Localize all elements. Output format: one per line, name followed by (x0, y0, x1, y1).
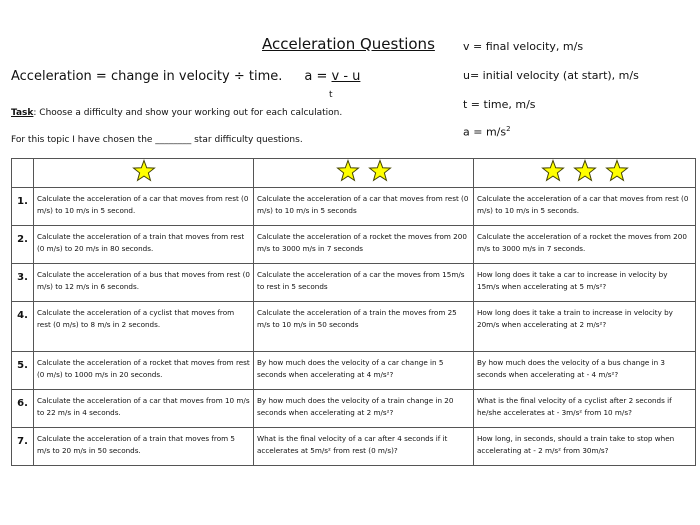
two-star-question: By how much does the velocity of a car change in 5 seconds when accelerating at 4 m/s²? (254, 352, 474, 390)
three-star-question: How long does it take a train to increase in velocity by 20m/s when accelerating at 2 m/s²? (474, 302, 696, 352)
two-star-question: What is the final velocity of a car after 4 seconds if it accelerates at 5m/s² from rest (0 m/s)? (254, 428, 474, 466)
key-a-text: a = m/s (463, 125, 507, 139)
number-header-cell (12, 159, 34, 188)
star-icon (541, 159, 565, 183)
question-row-4 (12, 302, 696, 352)
one-star-question: Calculate the acceleration of a train that moves from 5 m/s to 20 m/s in 50 seconds. (34, 428, 254, 466)
task-instruction (11, 108, 342, 118)
question-number: 4. (12, 302, 34, 352)
task-label: Task (11, 108, 34, 118)
formula-equation: a = (304, 69, 328, 84)
star-icon (573, 159, 597, 183)
one-star-header (34, 159, 254, 188)
star-icon (368, 159, 392, 183)
three-star-question: What is the final velocity of a cyclist after 2 seconds if he/she accelerates at - 3m/s² from 10 m/s? (474, 390, 696, 428)
key-initial-velocity: u= initial velocity (at start), m/s (463, 69, 639, 82)
key-acceleration-unit (463, 125, 511, 139)
question-number: 7. (12, 428, 34, 466)
worksheet-title: Acceleration Questions (262, 35, 435, 53)
question-number: 1. (12, 188, 34, 226)
two-star-question: Calculate the acceleration of a car that moves from rest (0 m/s) to 10 m/s in 5 seconds (254, 188, 474, 226)
question-number: 2. (12, 226, 34, 264)
one-star-question: Calculate the acceleration of a car that moves from 10 m/s to 22 m/s in 4 seconds. (34, 390, 254, 428)
questions-table (11, 158, 696, 466)
one-star-group (132, 159, 156, 183)
one-star-question: Calculate the acceleration of a train that moves from rest (0 m/s) to 20 m/s in 80 seconds. (34, 226, 254, 264)
three-star-question: Calculate the acceleration of a car that moves from rest (0 m/s) to 10 m/s in 5 seconds. (474, 188, 696, 226)
question-row-3 (12, 264, 696, 302)
three-star-question: By how much does the velocity of a bus change in 3 seconds when accelerating at - 4 m/s²? (474, 352, 696, 390)
one-star-question: Calculate the acceleration of a rocket that moves from rest (0 m/s) to 1000 m/s in 20 seconds. (34, 352, 254, 390)
three-star-question: How long does it take a car to increase in velocity by 15m/s when accelerating at 5 m/s²? (474, 264, 696, 302)
formula-text: Acceleration = change in velocity ÷ time. (11, 69, 283, 84)
star-icon (336, 159, 360, 183)
star-icon (605, 159, 629, 183)
one-star-question: Calculate the acceleration of a car that moves from rest (0 m/s) to 10 m/s in 5 second. (34, 188, 254, 226)
one-star-question: Calculate the acceleration of a bus that moves from rest (0 m/s) to 12 m/s in 6 seconds. (34, 264, 254, 302)
two-star-question: Calculate the acceleration of a rocket the moves from 200 m/s to 3000 m/s in 7 seconds (254, 226, 474, 264)
difficulty-choice-line: For this topic I have chosen the ________ star difficulty questions. (11, 135, 303, 145)
two-star-question: By how much does the velocity of a train change in 20 seconds when accelerating at 2 m/s²? (254, 390, 474, 428)
three-star-question: Calculate the acceleration of a rocket the moves from 200 m/s to 3000 m/s in 7 seconds. (474, 226, 696, 264)
two-star-question: Calculate the acceleration of a car the moves from 15m/s to rest in 5 seconds (254, 264, 474, 302)
three-star-header (474, 159, 696, 188)
question-number: 5. (12, 352, 34, 390)
acceleration-formula (11, 69, 360, 84)
one-star-question: Calculate the acceleration of a cyclist that moves from rest (0 m/s) to 8 m/s in 2 seconds. (34, 302, 254, 352)
three-star-question: How long, in seconds, should a train take to stop when accelerating at - 2 m/s² from 30m/s? (474, 428, 696, 466)
question-number: 6. (12, 390, 34, 428)
question-row-7 (12, 428, 696, 466)
key-time: t = time, m/s (463, 98, 536, 111)
question-row-5 (12, 352, 696, 390)
formula-denominator: t (329, 90, 333, 100)
two-star-group (336, 159, 392, 183)
key-final-velocity: v = final velocity, m/s (463, 40, 584, 53)
question-row-6 (12, 390, 696, 428)
three-star-group (541, 159, 629, 183)
difficulty-header-row (12, 159, 696, 188)
formula-numerator: v - u (331, 69, 361, 84)
question-row-1 (12, 188, 696, 226)
question-number: 3. (12, 264, 34, 302)
two-star-question: Calculate the acceleration of a train the moves from 25 m/s to 10 m/s in 50 seconds (254, 302, 474, 352)
two-star-header (254, 159, 474, 188)
star-icon (132, 159, 156, 183)
question-row-2 (12, 226, 696, 264)
task-text: : Choose a difficulty and show your working out for each calculation. (33, 108, 343, 118)
key-a-superscript: 2 (506, 125, 511, 133)
